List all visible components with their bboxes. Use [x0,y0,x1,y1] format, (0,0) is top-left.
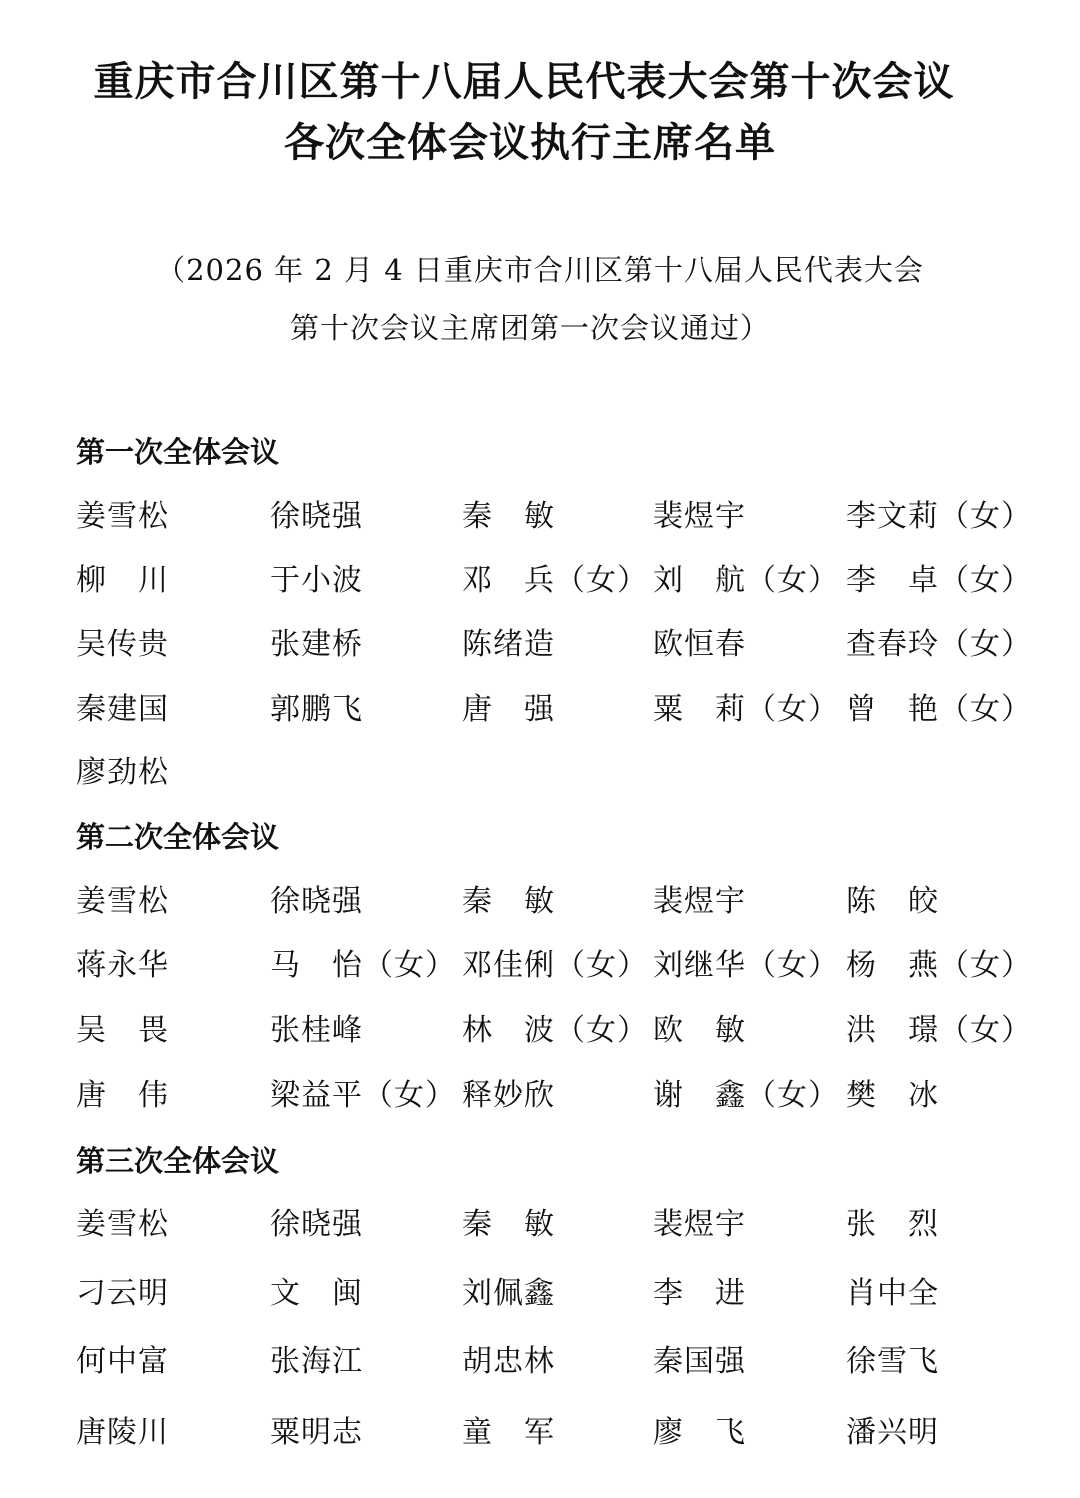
name-cell [270,495,363,539]
person-name: 张海江 [270,1344,363,1379]
name-cell [76,495,169,539]
name-cell [76,1203,169,1247]
person-name: 肖中全 [846,1276,939,1311]
person-name: 潘兴明 [846,1415,939,1450]
person-name: 查春玲 [846,627,939,662]
name-row [76,623,1056,667]
person-name: 杨 燕 [846,948,939,983]
person-name: 陈 皎 [846,884,939,919]
name-cell [76,944,169,988]
name-cell [462,495,555,539]
person-name: 李 进 [653,1276,746,1311]
gender-note: （女） [939,563,1032,598]
section-heading: 第二次全体会议 [76,820,280,854]
person-name: 马 怡 [270,948,363,983]
person-name: 胡忠林 [462,1344,555,1379]
name-cell [846,944,1032,988]
name-cell [462,1009,648,1053]
person-name: 吴传贵 [76,627,169,662]
name-cell [76,623,169,667]
gender-note: （女） [939,948,1032,983]
name-cell [76,751,169,795]
person-name: 何中富 [76,1344,169,1379]
person-name: 唐 强 [462,692,555,727]
name-cell [270,1411,363,1455]
gender-note: （女） [746,563,839,598]
name-row [76,495,1056,539]
name-cell [653,1203,746,1247]
name-cell [462,623,555,667]
person-name: 秦 敏 [462,884,555,919]
person-name: 徐晓强 [270,884,363,919]
person-name: 李文莉 [846,499,939,534]
name-cell [462,1411,555,1455]
person-name: 张 烈 [846,1207,939,1242]
person-name: 梁益平 [270,1078,363,1113]
name-cell [76,880,169,924]
person-name: 唐 伟 [76,1078,169,1113]
person-name: 裴煜宇 [653,884,746,919]
section-heading: 第一次全体会议 [76,435,280,469]
name-cell [76,688,169,732]
person-name: 廖 飞 [653,1415,746,1450]
person-name: 姜雪松 [76,1207,169,1242]
name-cell [653,1074,839,1118]
person-name: 洪 璟 [846,1013,939,1048]
subtitle-line-1: （2026 年 2 月 4 日重庆市合川区第十八届人民代表大会 [156,253,924,287]
person-name: 刘 航 [653,563,746,598]
person-name: 林 波 [462,1013,555,1048]
name-cell [76,1340,169,1384]
person-name: 樊 冰 [846,1078,939,1113]
person-name: 裴煜宇 [653,1207,746,1242]
gender-note: （女） [555,948,648,983]
gender-note: （女） [939,1013,1032,1048]
person-name: 文 闽 [270,1276,363,1311]
name-cell [846,1074,939,1118]
person-name: 邓 兵 [462,563,555,598]
person-name: 张建桥 [270,627,363,662]
person-name: 徐雪飞 [846,1344,939,1379]
name-cell [270,1272,363,1316]
name-cell [846,1272,939,1316]
name-cell [270,688,363,732]
person-name: 廖劲松 [76,755,169,790]
name-row [76,559,1056,603]
name-row [76,1411,1056,1455]
gender-note: （女） [746,948,839,983]
name-cell [846,623,1032,667]
person-name: 曾 艳 [846,692,939,727]
name-row [76,944,1056,988]
person-name: 陈绪造 [462,627,555,662]
gender-note: （女） [363,948,456,983]
name-cell [653,1340,746,1384]
person-name: 徐晓强 [270,1207,363,1242]
name-cell [846,1411,939,1455]
person-name: 于小波 [270,563,363,598]
person-name: 童 军 [462,1415,555,1450]
gender-note: （女） [939,627,1032,662]
name-row [76,1203,1056,1247]
person-name: 粟 莉 [653,692,746,727]
name-row [76,1340,1056,1384]
name-cell [76,1074,169,1118]
name-cell [653,880,746,924]
person-name: 唐陵川 [76,1415,169,1450]
gender-note: （女） [939,692,1032,727]
name-cell [846,1340,939,1384]
person-name: 徐晓强 [270,499,363,534]
person-name: 欧恒春 [653,627,746,662]
name-cell [462,944,648,988]
name-cell [462,1340,555,1384]
name-cell [270,559,363,603]
person-name: 姜雪松 [76,499,169,534]
person-name: 秦 敏 [462,1207,555,1242]
person-name: 裴煜宇 [653,499,746,534]
name-cell [270,1340,363,1384]
name-cell [462,559,648,603]
person-name: 释妙欣 [462,1078,555,1113]
name-row [76,1009,1056,1053]
name-cell [462,880,555,924]
person-name: 秦建国 [76,692,169,727]
name-cell [270,1203,363,1247]
gender-note: （女） [363,1078,456,1113]
person-name: 邓佳俐 [462,948,555,983]
name-cell [846,1203,939,1247]
section-heading: 第三次全体会议 [76,1144,280,1178]
title-line-1: 重庆市合川区第十八届人民代表大会第十次会议 [93,59,955,105]
name-cell [270,944,456,988]
person-name: 李 卓 [846,563,939,598]
name-row [76,880,1056,924]
name-cell [270,1009,363,1053]
name-row [76,751,1056,795]
name-cell [76,1411,169,1455]
name-cell [270,623,363,667]
gender-note: （女） [939,499,1032,534]
name-cell [846,688,1032,732]
name-cell [653,1009,746,1053]
person-name: 欧 敏 [653,1013,746,1048]
title-line-2: 各次全体会议执行主席名单 [284,120,776,166]
person-name: 刁云明 [76,1276,169,1311]
name-cell [76,1272,169,1316]
name-row [76,1074,1056,1118]
gender-note: （女） [555,1013,648,1048]
name-cell [653,688,839,732]
name-cell [270,1074,456,1118]
person-name: 秦 敏 [462,499,555,534]
person-name: 郭鹏飞 [270,692,363,727]
name-cell [462,1272,555,1316]
person-name: 柳 川 [76,563,169,598]
person-name: 谢 鑫 [653,1078,746,1113]
name-cell [653,623,746,667]
name-cell [846,1009,1032,1053]
name-row [76,1272,1056,1316]
name-cell [653,1272,746,1316]
name-cell [846,495,1032,539]
person-name: 张桂峰 [270,1013,363,1048]
name-cell [76,559,169,603]
person-name: 刘继华 [653,948,746,983]
name-cell [653,559,839,603]
name-cell [76,1009,169,1053]
name-row [76,688,1056,732]
name-cell [653,1411,746,1455]
person-name: 刘佩鑫 [462,1276,555,1311]
gender-note: （女） [746,1078,839,1113]
person-name: 姜雪松 [76,884,169,919]
name-cell [846,559,1032,603]
subtitle-line-2: 第十次会议主席团第一次会议通过） [289,311,770,345]
name-cell [653,944,839,988]
name-cell [270,880,363,924]
person-name: 蒋永华 [76,948,169,983]
person-name: 吴 畏 [76,1013,169,1048]
name-cell [462,1203,555,1247]
gender-note: （女） [746,692,839,727]
gender-note: （女） [555,563,648,598]
name-cell [462,688,555,732]
name-cell [846,880,939,924]
person-name: 秦国强 [653,1344,746,1379]
name-cell [653,495,746,539]
person-name: 粟明志 [270,1415,363,1450]
name-cell [462,1074,555,1118]
